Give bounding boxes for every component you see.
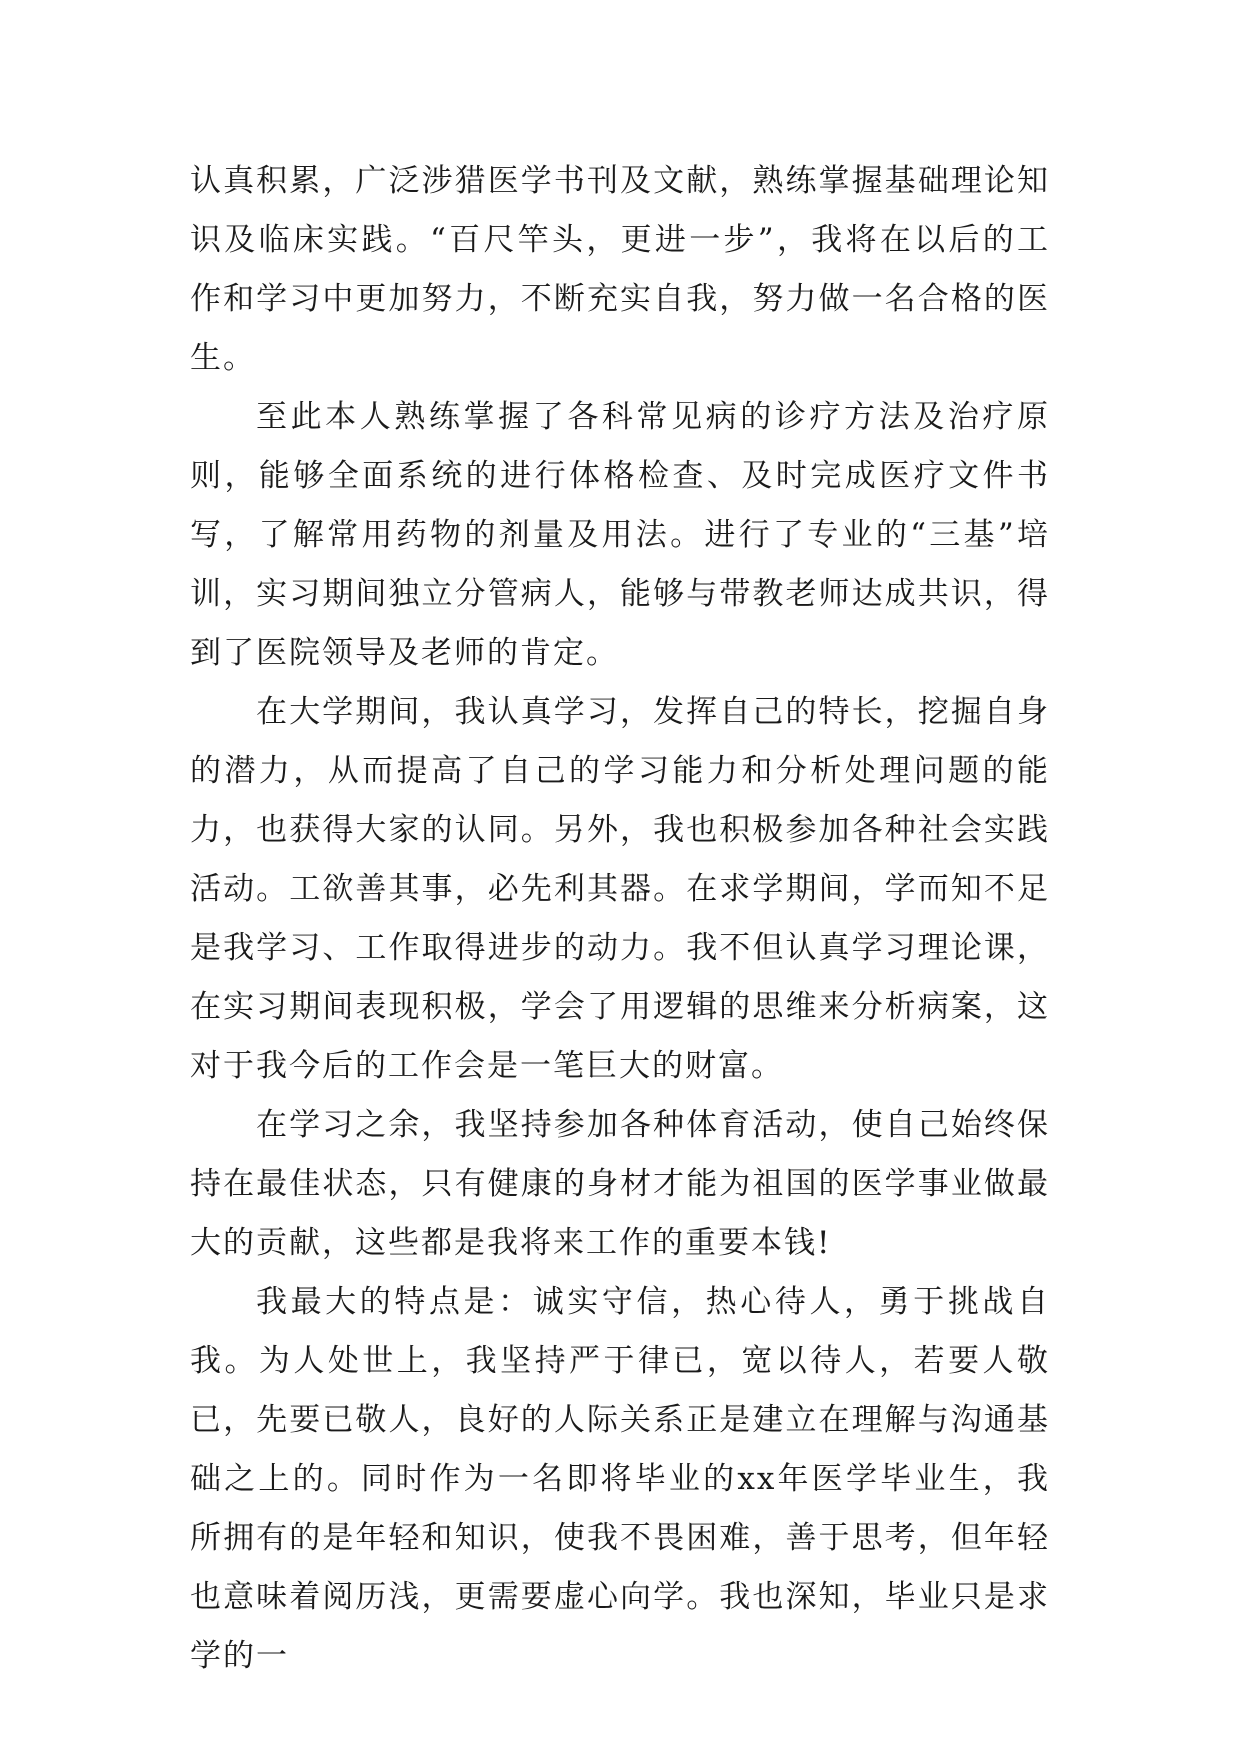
paragraph-university: 在大学期间，我认真学习，发挥自己的特长，挖掘自身的潜力，从而提高了自己的学习能力和分析处理问题的能力，也获得大家的认同。另外，我也积极参加各种社会实践活动。工欲善其事，必先利其器。在求学期间，学而知不足是我学习、工作取得进步的动力。我不但认真学习理论课，在实习期间表现积极，学会了用逻辑的思维来分析病案，这对于我今后的工作会是一笔巨大的财富。 (190, 694, 1050, 1084)
paragraph-character: 我最大的特点是：诚实守信，热心待人，勇于挑战自我。为人处世上，我坚持严于律已，宽以待人，若要人敬已，先要已敬人，良好的人际关系正是建立在理解与沟通基础之上的。同时作为一名即将毕业的xx年医学毕业生，我所拥有的是年轻和知识，使我不畏困难，善于思考，但年轻也意味着阅历浅，更需要虚心向学。我也深知，毕业只是求学的一 (190, 1284, 1050, 1674)
paragraph-skills: 至此本人熟练掌握了各科常见病的诊疗方法及治疗原则，能够全面系统的进行体格检查、及时完成医疗文件书写，了解常用药物的剂量及用法。进行了专业的“三基”培训，实习期间独立分管病人，能够与带教老师达成共识，得到了医院领导及老师的肯定。 (190, 399, 1050, 671)
document-body (190, 152, 1050, 1686)
paragraph-sports: 在学习之余，我坚持参加各种体育活动，使自己始终保持在最佳状态，只有健康的身材才能为祖国的医学事业做最大的贡献，这些都是我将来工作的重要本钱! (190, 1107, 1050, 1261)
paragraph-continuation: 认真积累，广泛涉猎医学书刊及文献，熟练掌握基础理论知识及临床实践。“百尺竿头，更进一步”，我将在以后的工作和学习中更加努力，不断充实自我，努力做一名合格的医生。 (190, 163, 1050, 376)
